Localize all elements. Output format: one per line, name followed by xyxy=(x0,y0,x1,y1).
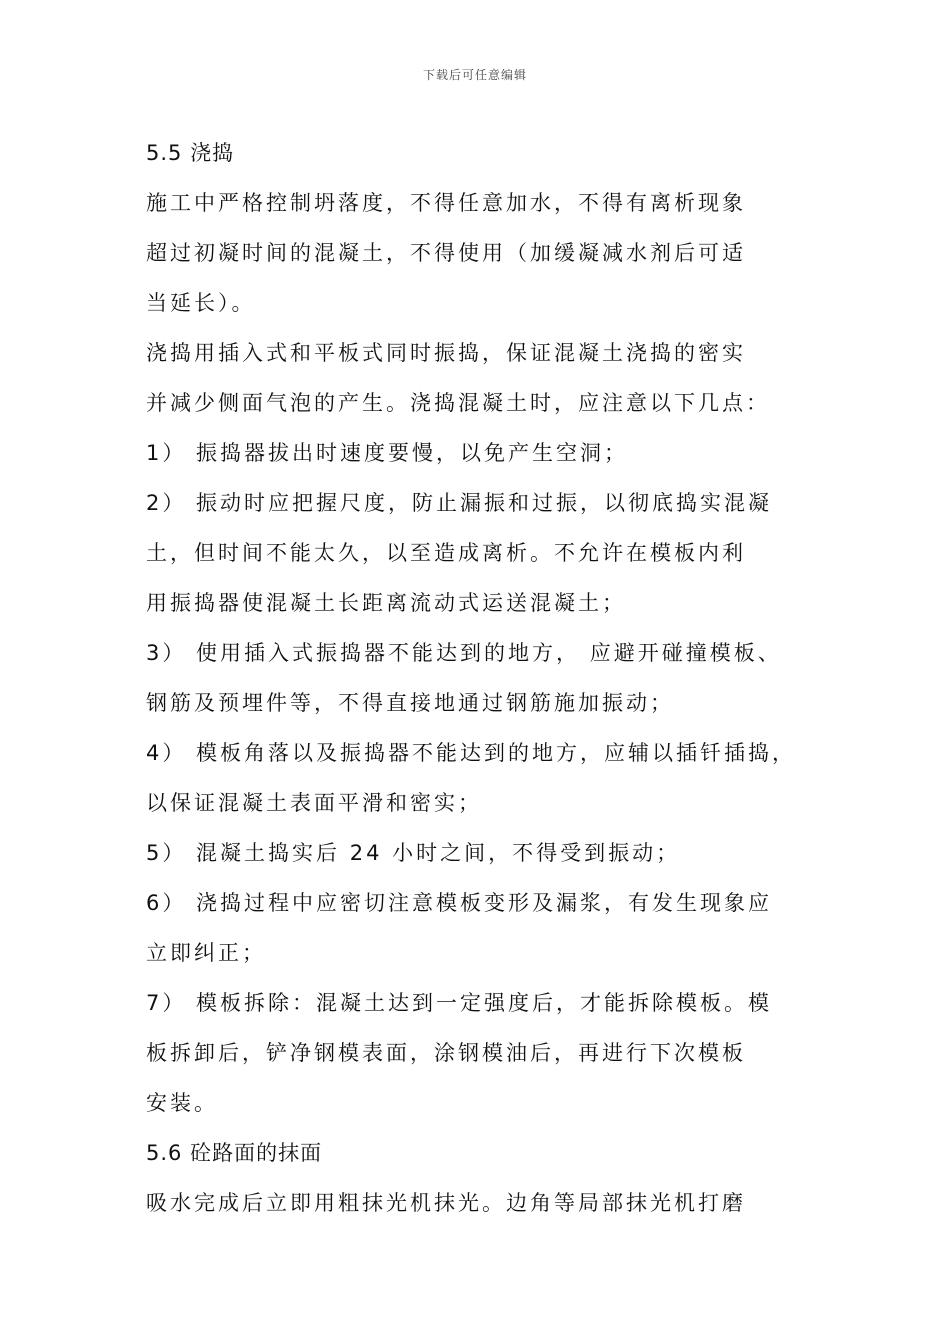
list-item-2: 2） 振动时应把握尺度，防止漏振和过振，以彻底捣实混凝 xyxy=(146,491,773,515)
paragraph-line: 钢筋及预埋件等，不得直接地通过钢筋施加振动； xyxy=(146,691,674,715)
paragraph-line: 用振捣器使混凝土长距离流动式运送混凝土； xyxy=(146,591,626,615)
page-header-note: 下载后可任意编辑 xyxy=(422,68,527,82)
paragraph-line: 吸水完成后立即用粗抹光机抹光。边角等局部抹光机打磨 xyxy=(146,1191,746,1215)
list-item-3: 3） 使用插入式振捣器不能达到的地方， 应避开碰撞模板、 xyxy=(146,641,782,665)
paragraph-line: 板拆卸后，铲净钢模表面，涂钢模油后，再进行下次模板 xyxy=(146,1041,746,1065)
list-item-7: 7） 模板拆除：混凝土达到一定强度后，才能拆除模板。模 xyxy=(146,991,773,1015)
section-heading-5-5: 5.5 浇捣 xyxy=(146,141,235,165)
document-body xyxy=(146,128,818,1228)
section-heading-5-6: 5.6 砼路面的抹面 xyxy=(146,1141,323,1165)
paragraph-line: 超过初凝时间的混凝土，不得使用（加缓凝减水剂后可适 xyxy=(146,241,746,265)
paragraph-line: 施工中严格控制坍落度，不得任意加水，不得有离析现象 xyxy=(146,191,746,215)
paragraph-line: 立即纠正； xyxy=(146,941,266,965)
paragraph-line: 安装。 xyxy=(146,1091,218,1115)
list-item-6: 6） 浇捣过程中应密切注意模板变形及漏浆，有发生现象应 xyxy=(146,891,773,915)
paragraph-line: 并减少侧面气泡的产生。浇捣混凝土时，应注意以下几点： xyxy=(146,391,770,415)
paragraph-line: 以保证混凝土表面平滑和密实； xyxy=(146,791,482,815)
list-item-1: 1） 振捣器拔出时速度要慢，以免产生空洞； xyxy=(146,441,629,465)
paragraph-line: 土，但时间不能太久，以至造成离析。不允许在模板内利 xyxy=(146,541,746,565)
paragraph-line: 浇捣用插入式和平板式同时振捣，保证混凝土浇捣的密实 xyxy=(146,341,746,365)
paragraph-line: 当延长）。 xyxy=(146,291,256,315)
list-item-4: 4） 模板角落以及振捣器不能达到的地方，应辅以插钎插捣， xyxy=(146,741,797,765)
list-item-5: 5） 混凝土捣实后 24 小时之间，不得受到振动； xyxy=(146,841,681,865)
